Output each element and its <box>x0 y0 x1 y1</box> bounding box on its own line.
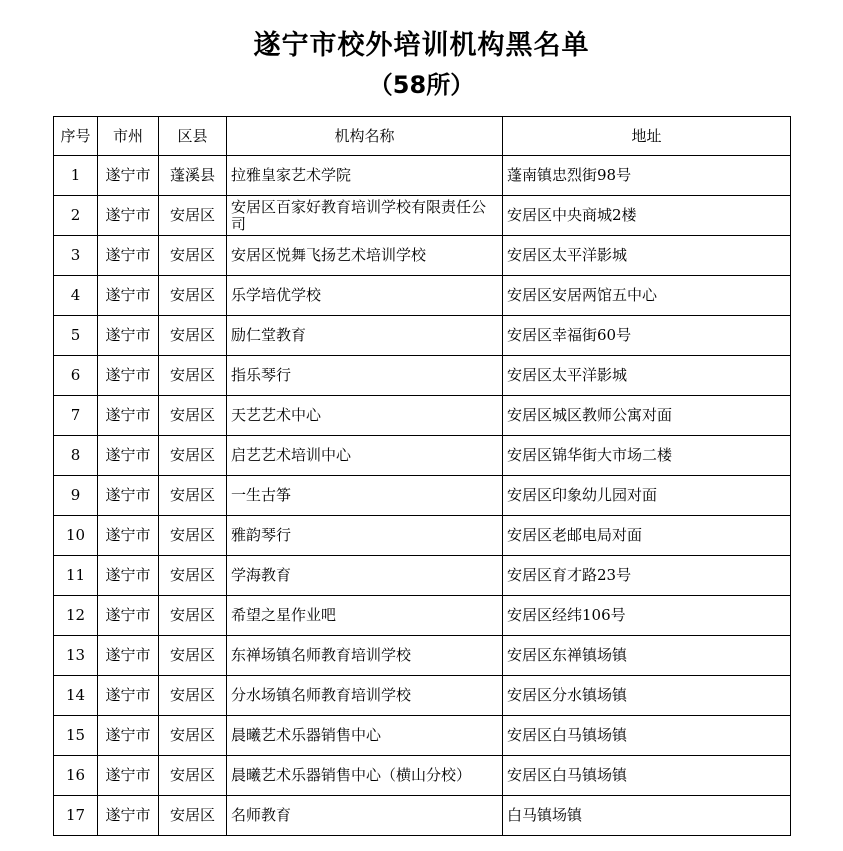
cell-county: 安居区 <box>159 196 227 236</box>
cell-serial: 12 <box>54 596 98 636</box>
table-row <box>54 436 791 476</box>
column-header-county: 区县 <box>159 117 227 156</box>
cell-institution-name: 晨曦艺术乐器销售中心（横山分校） <box>227 756 503 796</box>
cell-institution-name: 分水场镇名师教育培训学校 <box>227 676 503 716</box>
cell-address: 安居区白马镇场镇 <box>503 756 791 796</box>
cell-serial: 9 <box>54 476 98 516</box>
table-row <box>54 316 791 356</box>
cell-city: 遂宁市 <box>98 236 159 276</box>
table-row <box>54 756 791 796</box>
cell-address: 安居区安居两馆五中心 <box>503 276 791 316</box>
cell-county: 安居区 <box>159 236 227 276</box>
cell-county: 安居区 <box>159 756 227 796</box>
cell-city: 遂宁市 <box>98 476 159 516</box>
cell-institution-name: 天艺艺术中心 <box>227 396 503 436</box>
cell-county: 安居区 <box>159 436 227 476</box>
table-header <box>54 117 791 156</box>
cell-city: 遂宁市 <box>98 596 159 636</box>
cell-institution-name: 晨曦艺术乐器销售中心 <box>227 716 503 756</box>
table-body <box>54 156 791 836</box>
table-row <box>54 796 791 836</box>
blacklist-table <box>53 116 791 836</box>
cell-address: 安居区幸福街60号 <box>503 316 791 356</box>
cell-city: 遂宁市 <box>98 516 159 556</box>
table-row <box>54 156 791 196</box>
cell-county: 安居区 <box>159 596 227 636</box>
cell-address: 安居区分水镇场镇 <box>503 676 791 716</box>
cell-address: 安居区白马镇场镇 <box>503 716 791 756</box>
cell-county: 安居区 <box>159 476 227 516</box>
header-row <box>54 117 791 156</box>
cell-county: 安居区 <box>159 356 227 396</box>
cell-serial: 4 <box>54 276 98 316</box>
cell-institution-name: 名师教育 <box>227 796 503 836</box>
table-row <box>54 356 791 396</box>
cell-serial: 3 <box>54 236 98 276</box>
cell-city: 遂宁市 <box>98 716 159 756</box>
table-row <box>54 476 791 516</box>
cell-county: 安居区 <box>159 716 227 756</box>
cell-institution-name: 雅韵琴行 <box>227 516 503 556</box>
cell-address: 安居区锦华街大市场二楼 <box>503 436 791 476</box>
cell-address: 安居区老邮电局对面 <box>503 516 791 556</box>
cell-serial: 15 <box>54 716 98 756</box>
cell-address: 白马镇场镇 <box>503 796 791 836</box>
cell-county: 安居区 <box>159 556 227 596</box>
cell-institution-name: 东禅场镇名师教育培训学校 <box>227 636 503 676</box>
cell-address: 蓬南镇忠烈街98号 <box>503 156 791 196</box>
cell-serial: 6 <box>54 356 98 396</box>
cell-institution-name: 乐学培优学校 <box>227 276 503 316</box>
table-row <box>54 276 791 316</box>
cell-county: 安居区 <box>159 316 227 356</box>
cell-city: 遂宁市 <box>98 436 159 476</box>
document-title: 遂宁市校外培训机构黑名单 <box>253 30 590 61</box>
table-row <box>54 676 791 716</box>
cell-city: 遂宁市 <box>98 196 159 236</box>
cell-city: 遂宁市 <box>98 276 159 316</box>
cell-county: 安居区 <box>159 636 227 676</box>
cell-address: 安居区太平洋影城 <box>503 236 791 276</box>
cell-city: 遂宁市 <box>98 316 159 356</box>
cell-address: 安居区印象幼儿园对面 <box>503 476 791 516</box>
table-row <box>54 396 791 436</box>
cell-county: 安居区 <box>159 276 227 316</box>
cell-city: 遂宁市 <box>98 756 159 796</box>
cell-city: 遂宁市 <box>98 636 159 676</box>
cell-institution-name: 拉雅皇家艺术学院 <box>227 156 503 196</box>
cell-serial: 13 <box>54 636 98 676</box>
cell-serial: 8 <box>54 436 98 476</box>
cell-institution-name: 指乐琴行 <box>227 356 503 396</box>
cell-city: 遂宁市 <box>98 676 159 716</box>
cell-serial: 1 <box>54 156 98 196</box>
cell-address: 安居区太平洋影城 <box>503 356 791 396</box>
cell-city: 遂宁市 <box>98 356 159 396</box>
cell-serial: 14 <box>54 676 98 716</box>
cell-serial: 11 <box>54 556 98 596</box>
cell-city: 遂宁市 <box>98 796 159 836</box>
table-row <box>54 516 791 556</box>
cell-institution-name: 启艺艺术培训中心 <box>227 436 503 476</box>
column-header-city: 市州 <box>98 117 159 156</box>
cell-serial: 5 <box>54 316 98 356</box>
cell-city: 遂宁市 <box>98 396 159 436</box>
cell-address: 安居区东禅镇场镇 <box>503 636 791 676</box>
cell-institution-name: 励仁堂教育 <box>227 316 503 356</box>
table-row <box>54 636 791 676</box>
table-row <box>54 596 791 636</box>
cell-county: 安居区 <box>159 396 227 436</box>
column-header-serial: 序号 <box>54 117 98 156</box>
cell-address: 安居区经纬106号 <box>503 596 791 636</box>
cell-serial: 10 <box>54 516 98 556</box>
column-header-institution-name: 机构名称 <box>227 117 503 156</box>
cell-county: 安居区 <box>159 516 227 556</box>
column-header-address: 地址 <box>503 117 791 156</box>
cell-county: 安居区 <box>159 796 227 836</box>
cell-county: 蓬溪县 <box>159 156 227 196</box>
cell-serial: 17 <box>54 796 98 836</box>
cell-institution-name: 希望之星作业吧 <box>227 596 503 636</box>
cell-address: 安居区育才路23号 <box>503 556 791 596</box>
cell-address: 安居区城区教师公寓对面 <box>503 396 791 436</box>
cell-city: 遂宁市 <box>98 556 159 596</box>
cell-institution-name: 安居区悦舞飞扬艺术培训学校 <box>227 236 503 276</box>
table-row <box>54 556 791 596</box>
cell-address: 安居区中央商城2楼 <box>503 196 791 236</box>
cell-serial: 16 <box>54 756 98 796</box>
cell-county: 安居区 <box>159 676 227 716</box>
table-row <box>54 716 791 756</box>
cell-serial: 7 <box>54 396 98 436</box>
cell-institution-name: 学海教育 <box>227 556 503 596</box>
cell-serial: 2 <box>54 196 98 236</box>
table-row <box>54 196 791 236</box>
document-subtitle: （58所） <box>368 71 475 99</box>
cell-institution-name: 安居区百家好教育培训学校有限责任公司 <box>227 196 503 236</box>
cell-institution-name: 一生古筝 <box>227 476 503 516</box>
table-row <box>54 236 791 276</box>
cell-city: 遂宁市 <box>98 156 159 196</box>
